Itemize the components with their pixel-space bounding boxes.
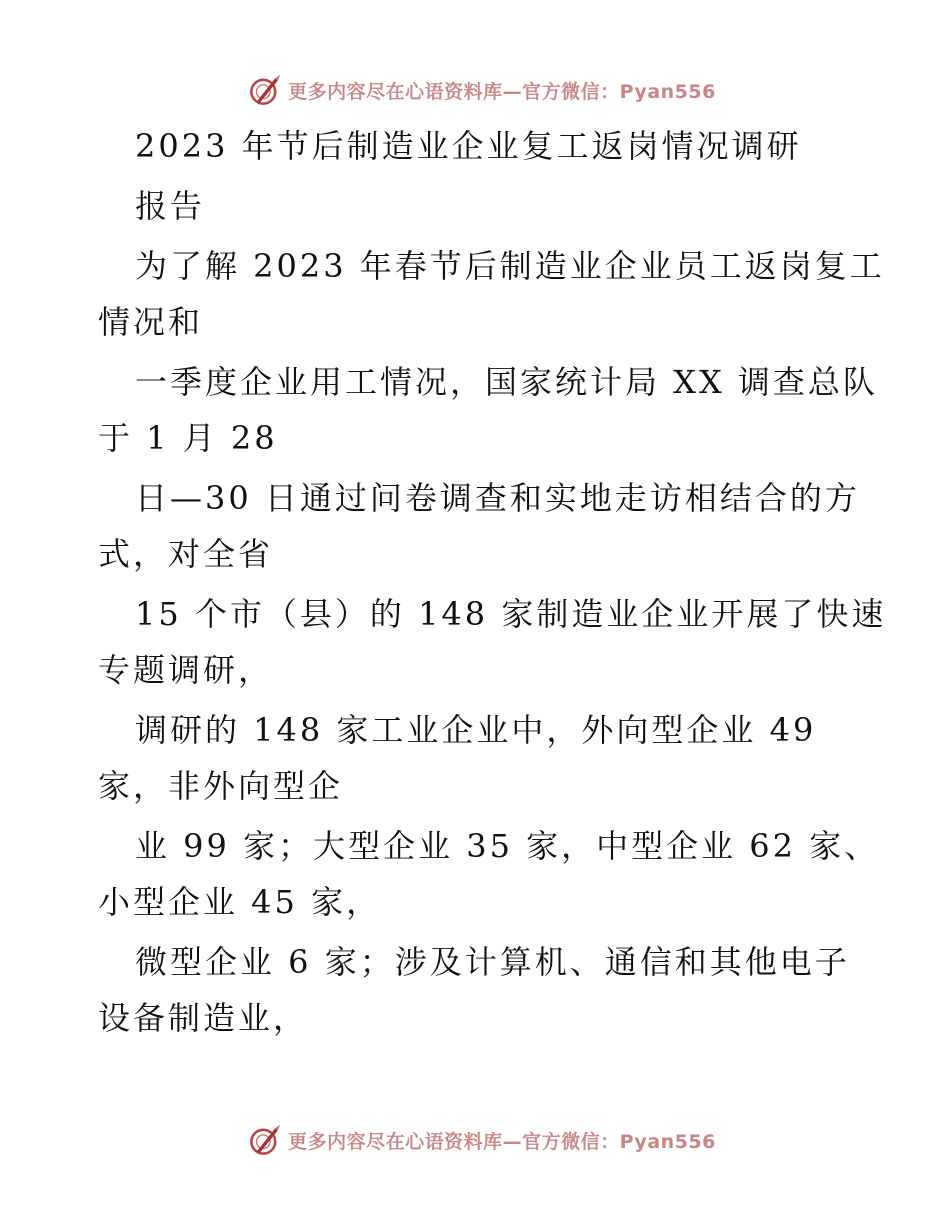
paragraph-line: 一季度企业用工情况，国家统计局 XX 调查总队 <box>135 363 878 401</box>
quill-logo-icon <box>248 1123 282 1157</box>
paragraph-line: 15 个市（县）的 148 家制造业企业开展了快速 <box>135 595 887 633</box>
watermark-text: 更多内容尽在心语资料库—官方微信：Pyan556 <box>288 1130 716 1153</box>
title-line-2: 报告 <box>135 187 206 225</box>
title-line-1: 2023 年节后制造业企业复工返岗情况调研 <box>135 127 802 165</box>
paragraph-line: 专题调研， <box>98 651 274 689</box>
paragraph-line: 调研的 148 家工业企业中，外向型企业 49 <box>135 711 817 749</box>
quill-logo-icon <box>248 73 282 107</box>
header-watermark <box>0 70 950 110</box>
paragraph-line: 设备制造业， <box>98 999 309 1037</box>
watermark-text: 更多内容尽在心语资料库—官方微信：Pyan556 <box>288 80 716 103</box>
paragraph-line: 家，非外向型企 <box>98 767 344 805</box>
paragraph-line: 式，对全省 <box>98 535 274 573</box>
paragraph-line: 为了解 2023 年春节后制造业企业员工返岗复工 <box>135 247 885 285</box>
paragraph-line: 微型企业 6 家；涉及计算机、通信和其他电子 <box>135 943 850 981</box>
paragraph-line: 于 1 月 28 <box>98 419 278 457</box>
paragraph-line: 日—30 日通过问卷调查和实地走访相结合的方 <box>135 479 860 517</box>
paragraph-line: 业 99 家；大型企业 35 家，中型企业 62 家、 <box>135 827 880 865</box>
paragraph-line: 小型企业 45 家， <box>98 883 382 921</box>
footer-watermark <box>0 1120 950 1160</box>
paragraph-line: 情况和 <box>98 303 204 341</box>
